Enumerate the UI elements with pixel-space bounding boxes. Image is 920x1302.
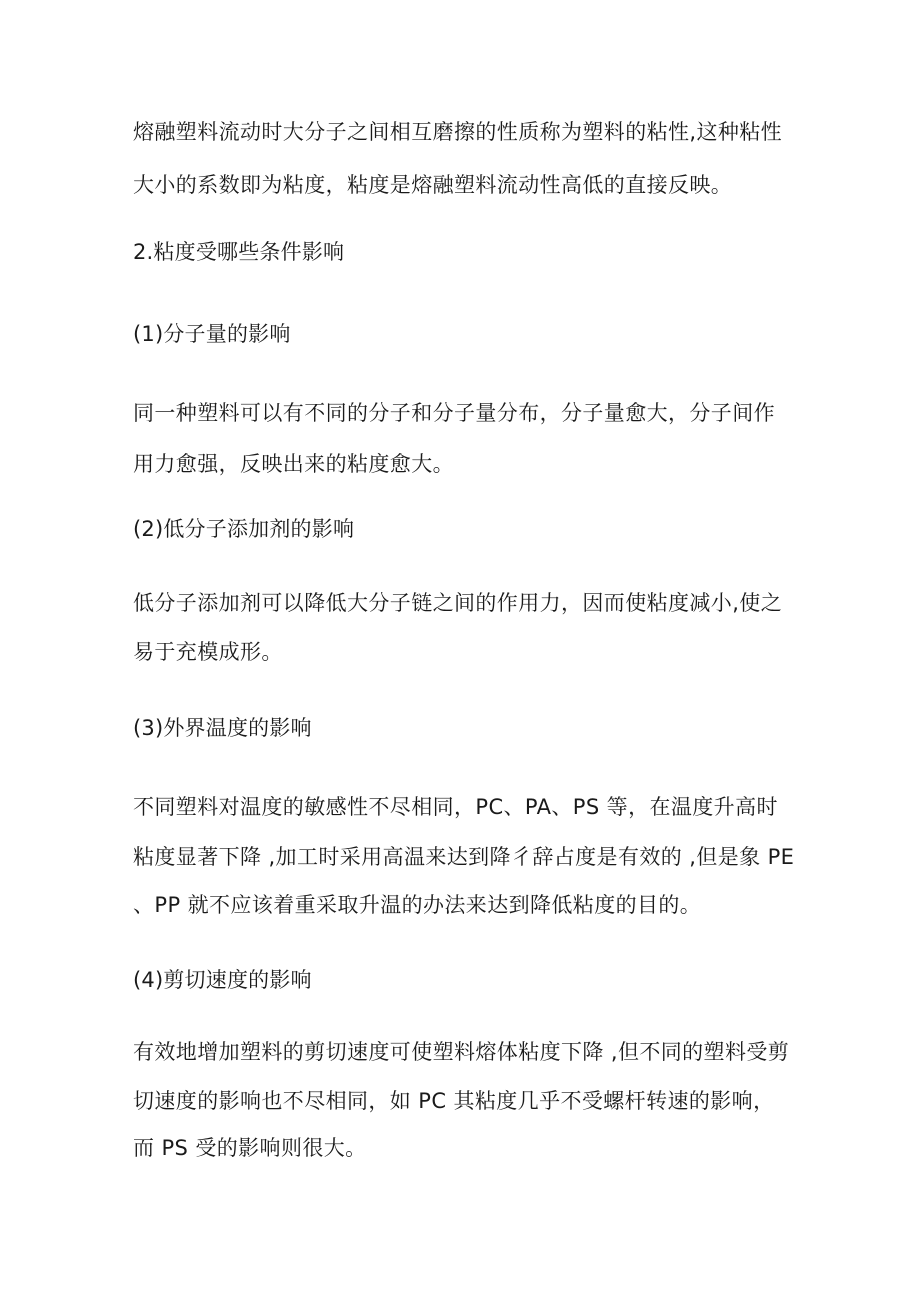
shear-rate-line-3: 而 PS 受的影响则很大。 bbox=[133, 1136, 367, 1160]
intro-line-2: 大小的系数即为粘度，粘度是熔融塑料流动性高低的直接反映。 bbox=[133, 173, 733, 197]
section-heading: 2.粘度受哪些条件影响 bbox=[133, 240, 345, 264]
shear-rate-line-2: 切速度的影响也不尽相同，如 PC 其粘度几乎不受螺杆转速的影响， bbox=[133, 1089, 775, 1113]
temperature-line-2: 粘度显著下降 ,加工时采用高温来达到降彳辞占度是有效的 ,但是象 PE bbox=[133, 845, 795, 869]
additives-line-2: 易于充模成形。 bbox=[133, 640, 283, 664]
temperature-line-3: 、PP 就不应该着重采取升温的办法来达到降低粘度的目的。 bbox=[133, 893, 702, 917]
subheading-molecular-weight: (1)分子量的影响 bbox=[133, 322, 291, 346]
molecular-weight-line-1: 同一种塑料可以有不同的分子和分子量分布，分子量愈大，分子间作 bbox=[133, 401, 775, 425]
temperature-line-1: 不同塑料对温度的敏感性不尽相同，PC、PA、PS 等，在温度升高时 bbox=[133, 795, 778, 819]
intro-line-1: 熔融塑料流动时大分子之间相互磨擦的性质称为塑料的粘性,这种粘性 bbox=[133, 120, 783, 144]
additives-line-1: 低分子添加剂可以降低大分子链之间的作用力，因而使粘度减小,使之 bbox=[133, 591, 783, 615]
subheading-temperature: (3)外界温度的影响 bbox=[133, 716, 312, 740]
molecular-weight-line-2: 用力愈强，反映出来的粘度愈大。 bbox=[133, 452, 454, 476]
shear-rate-line-1: 有效地增加塑料的剪切速度可使塑料熔体粘度下降 ,但不同的塑料受剪 bbox=[133, 1040, 790, 1064]
subheading-shear-rate: (4)剪切速度的影响 bbox=[133, 968, 312, 992]
subheading-additives: (2)低分子添加剂的影响 bbox=[133, 517, 355, 541]
